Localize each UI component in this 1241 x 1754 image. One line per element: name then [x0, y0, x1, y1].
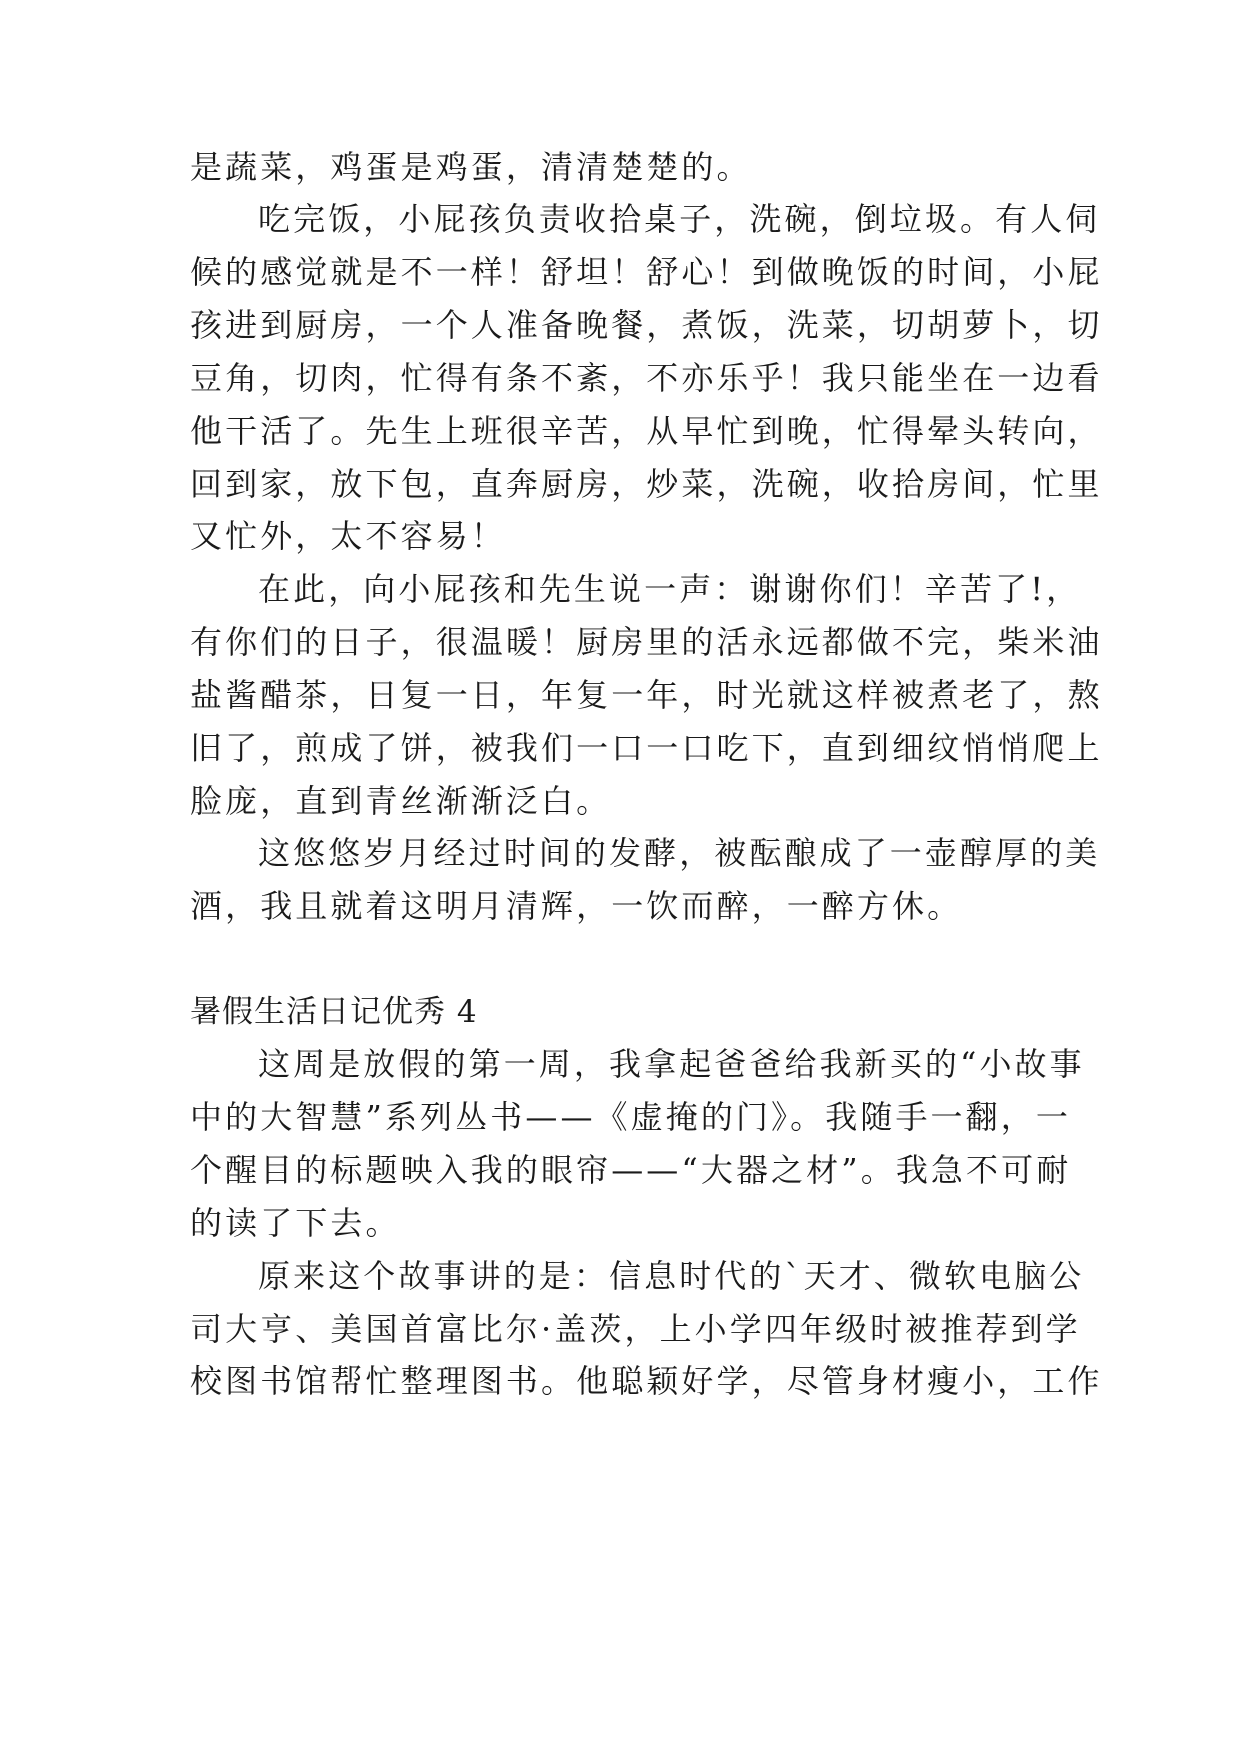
paragraph-start-line: 吃完饭，小屁孩负责收拾桌子，洗碗，倒垃圾。有人伺	[258, 200, 1101, 238]
text-line: 盐酱醋茶，日复一日，年复一年，时光就这样被煮老了，熬	[190, 676, 1103, 714]
text-line: 中的大智慧”系列丛书——《虚掩的门》。我随手一翻，一	[190, 1098, 1071, 1136]
text-line: 是蔬菜，鸡蛋是鸡蛋，清清楚楚的。	[190, 148, 752, 186]
text-line: 回到家，放下包，直奔厨房，炒菜，洗碗，收拾房间，忙里	[190, 465, 1103, 503]
paragraph-start-line: 原来这个故事讲的是：信息时代的`天才、微软电脑公	[258, 1257, 1085, 1295]
paragraph-start-line: 在此，向小屁孩和先生说一声：谢谢你们！辛苦了!，	[258, 570, 1082, 608]
text-line: 脸庞，直到青丝渐渐泛白。	[190, 782, 612, 820]
text-line: 有你们的日子，很温暖！厨房里的活永远都做不完，柴米油	[190, 623, 1103, 661]
paragraph-start-line: 这周是放假的第一周，我拿起爸爸给我新买的“小故事	[258, 1045, 1085, 1083]
text-line: 校图书馆帮忙整理图书。他聪颖好学，尽管身材瘦小，工作	[190, 1362, 1103, 1400]
text-line: 个醒目的标题映入我的眼帘——“大器之材”。我急不可耐	[190, 1151, 1072, 1189]
text-line: 孩进到厨房，一个人准备晚餐，煮饭，洗菜，切胡萝卜，切	[190, 306, 1103, 344]
text-line: 又忙外，太不容易！	[190, 517, 506, 555]
text-line: 的读了下去。	[190, 1204, 401, 1242]
text-line: 候的感觉就是不一样！舒坦！舒心！到做晚饭的时间，小屁	[190, 253, 1103, 291]
text-line: 旧了，煎成了饼，被我们一口一口吃下，直到细纹悄悄爬上	[190, 729, 1103, 767]
paragraph-start-line: 这悠悠岁月经过时间的发酵，被酝酿成了一壶醇厚的美	[258, 834, 1101, 872]
text-line: 司大亨、美国首富比尔·盖茨，上小学四年级时被推荐到学	[190, 1310, 1081, 1348]
text-line: 他干活了。先生上班很辛苦，从早忙到晚，忙得晕头转向，	[190, 412, 1103, 450]
section-title: 暑假生活日记优秀 4	[190, 994, 478, 1030]
text-line: 酒，我且就着这明月清辉，一饮而醉，一醉方休。	[190, 887, 963, 925]
text-line: 豆角，切肉，忙得有条不紊，不亦乐乎！我只能坐在一边看	[190, 359, 1103, 397]
